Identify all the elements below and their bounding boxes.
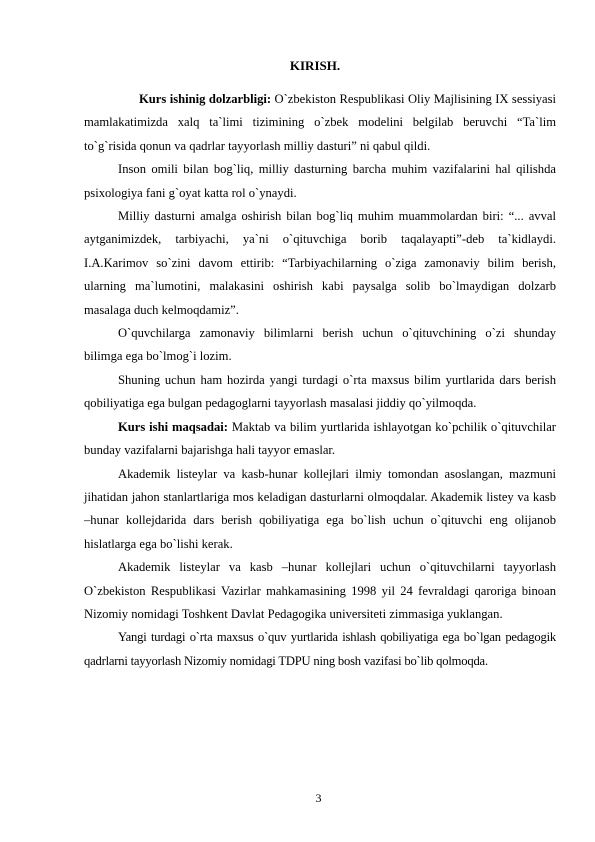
- paragraph-relevance: [84, 88, 556, 158]
- page-title: KIRISH.: [289, 58, 341, 73]
- paragraph-teacher-training: [84, 369, 556, 416]
- paragraph-text: Inson omili bilan bog`liq, milliy dasturning barcha muhim vazifalarini hal qilishda psixologiya fani g`oyat katta rol o`ynaydi.: [84, 162, 556, 200]
- paragraph-text: Shuning uchun ham hozirda yangi turdagi o`rta maxsus bilim yurtlarida dars berish qobiliyatiga ega bulgan pedagoglarni tayyorlash masalasi jiddiy qo`yilmoqda.: [84, 372, 556, 411]
- paragraph-national-program: [84, 205, 556, 322]
- paragraph-text: O`quvchilarga zamonaviy bilimlarni berish uchun o`qituvchining o`zi shunday bilimga ega bo`lmog`i lozim.: [84, 326, 556, 364]
- page-number: 3: [315, 791, 322, 805]
- paragraph-text: Yangi turdagi o`rta maxsus o`quv yurtlarida ishlash qobiliyatiga ega bo`lgan pedagogik qadrlarni tayyorlash Nizomiy nomidagi TDPU ning bosh vazifasi bo`lib qolmoqda.: [84, 630, 556, 668]
- paragraph-psychology: [84, 158, 556, 205]
- paragraph-text: Maktab va bilim yurtlarida ishlayotgan ko`pchilik o`qituvchilar bunday vazifalarni bajarishga hali tayyor emaslar.: [84, 419, 556, 458]
- paragraph-text: Akademik listeylar va kasb-hunar kollejlari ilmiy tomondan asoslangan, mazmuni jihatidan jahon stanlartlariga mos keladigan dasturlarni olmoqdalar. Akademik listey va kasb –hunar kollejdarida dars berish qobiliyatiga ega bo`lish uchun o`qituvchi eng olijanob hislatlarga ega bo`lishi kerak.: [84, 466, 556, 551]
- body-text: [84, 88, 556, 673]
- paragraph-goal: [84, 416, 556, 463]
- paragraph-ministry-decree: [84, 556, 556, 626]
- paragraph-text: O`zbekiston Respublikasi Oliy Majlisining IX sessiyasi mamlakatimizda xalq ta`limi tizimining o`zbek modelini belgilab beruvchi “Ta`lim to`g`risida qonun va qadrlar tayyorlash milliy dasturi” ni qabul qildi.: [84, 92, 557, 153]
- paragraph-academic-lyceums: [84, 463, 556, 557]
- paragraph-text: Milliy dasturni amalga oshirish bilan bog`liq muhim muammolardan biri: “... avval aytganimizdek, tarbiyachi, ya`ni o`qituvchiga borib taqalayapti”-deb ta`kidlaydi. I.A.Karimov so`zini davom ettirib: “Tarbiyachilarning o`ziga zamonaviy bilim berish, ularning ma`lumotini, malakasini oshirish kabi paysalga solib bo`lmaydigan dolzarb masalaga duch kelmoqdamiz”.: [84, 209, 556, 317]
- paragraph-lead: Kurs ishinig dolzarbligi:: [139, 92, 272, 106]
- paragraph-lead: Kurs ishi maqsadai:: [118, 419, 228, 434]
- paragraph-teacher-knowledge: [84, 322, 556, 369]
- paragraph-text: Akademik listeylar va kasb –hunar kollejlari uchun o`qituvchilarni tayyorlash O`zbekiston Respublikasi Vazirlar mahkamasining 1998 yil 24 fevraldagi qaroriga binoan Nizomiy nomidagi Toshkent Davlat Pedagogika universiteti zimmasiga yuklangan.: [84, 560, 556, 621]
- paragraph-tdpu-task: [84, 626, 556, 673]
